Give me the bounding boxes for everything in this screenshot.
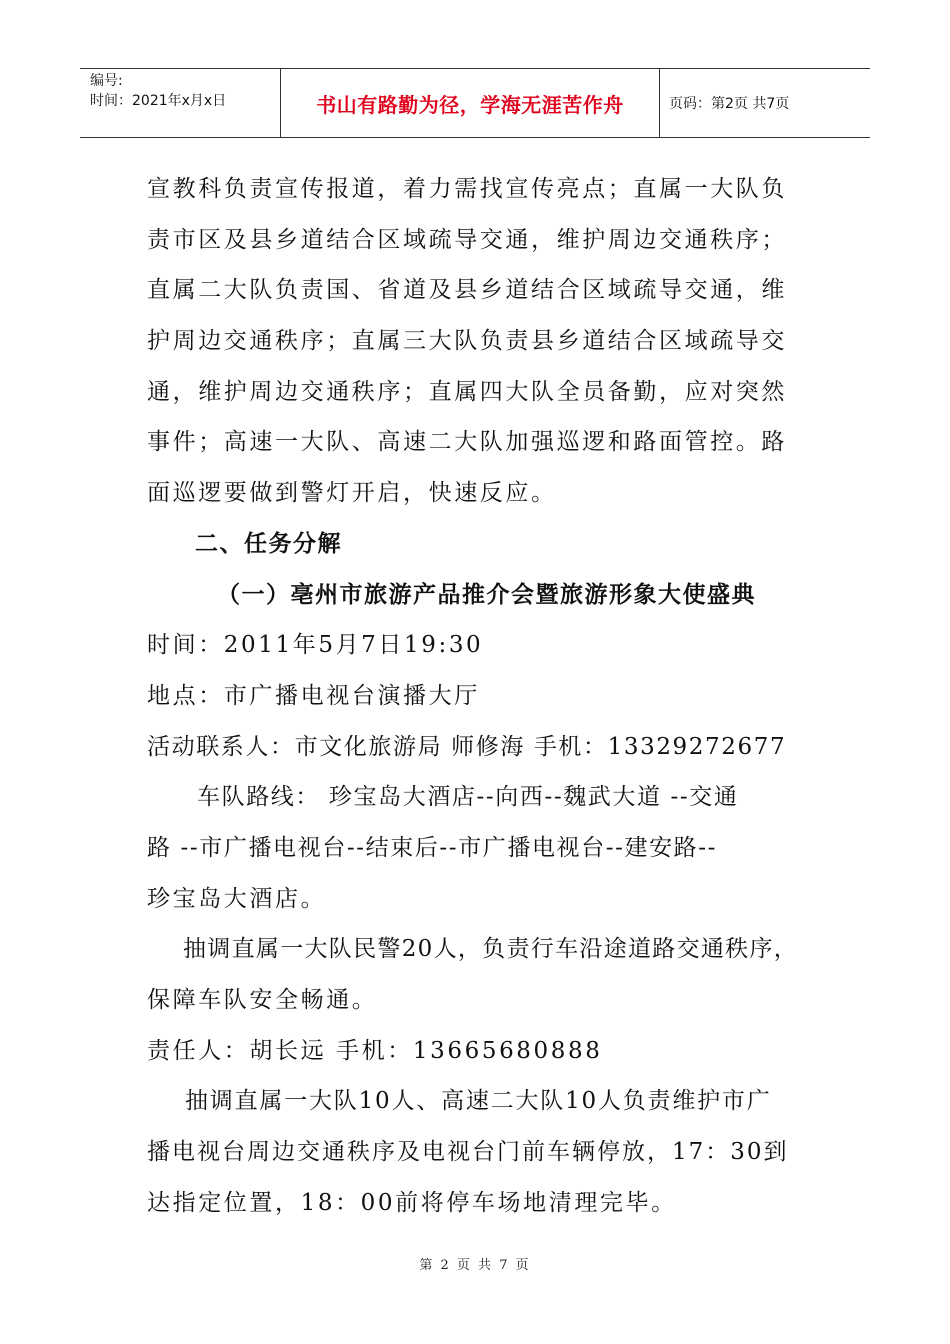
body-line: 事件；高速一大队、高速二大队加强巡逻和路面管控。路 bbox=[147, 429, 787, 456]
body-line: 护周边交通秩序；直属三大队负责县乡道结合区域疏导交 bbox=[147, 328, 787, 355]
body-line: 面巡逻要做到警灯开启，快速反应。 bbox=[147, 480, 557, 507]
code-label: 编号: bbox=[90, 73, 123, 89]
responsible-person: 责任人：胡长远 手机：13665680888 bbox=[147, 1037, 603, 1064]
body-line: 播电视台周边交通秩序及电视台门前车辆停放，17：30到 bbox=[147, 1139, 789, 1166]
header-meta bbox=[80, 69, 280, 139]
page-header bbox=[80, 68, 870, 138]
event-time: 时间：2011年5月7日19:30 bbox=[147, 632, 484, 659]
body-line: 责市区及县乡道结合区域疏导交通，维护周边交通秩序； bbox=[147, 226, 787, 253]
page-footer: 第 2 页 共 7 页 bbox=[419, 1258, 531, 1273]
header-motto-cell bbox=[280, 69, 660, 137]
document-body bbox=[147, 164, 812, 1228]
subsection-heading: （一）亳州市旅游产品推介会暨旅游形象大使盛典 bbox=[217, 581, 756, 608]
body-line: 宣教科负责宣传报道，着力需找宣传亮点；直属一大队负 bbox=[147, 176, 787, 202]
body-line: 达指定位置，18：00前将停车场地清理完毕。 bbox=[147, 1189, 677, 1216]
route-line: 车队路线： 珍宝岛大酒店--向西--魏武大道 --交通 bbox=[197, 784, 739, 811]
route-line: 珍宝岛大酒店。 bbox=[147, 885, 327, 912]
event-location: 地点：市广播电视台演播大厅 bbox=[147, 682, 480, 709]
body-line: 抽调直属一大队10人、高速二大队10人负责维护市广 bbox=[185, 1088, 772, 1115]
event-contact: 活动联系人：市文化旅游局 师修海 手机：13329272677 bbox=[147, 733, 787, 760]
body-line: 通，维护周边交通秩序；直属四大队全员备勤，应对突然 bbox=[147, 378, 787, 405]
header-page-info: 页码：第2页 共7页 bbox=[669, 96, 790, 112]
motto-text: 书山有路勤为径，学海无涯苦作舟 bbox=[316, 92, 624, 117]
body-line: 抽调直属一大队民警20人，负责行车沿途道路交通秩序， bbox=[183, 936, 799, 963]
date-line: 时间：2021年x月x日 bbox=[90, 93, 227, 109]
route-line: 路 --市广播电视台--结束后--市广播电视台--建安路-- bbox=[147, 834, 718, 861]
body-line: 保障车队安全畅通。 bbox=[147, 987, 378, 1013]
body-line: 直属二大队负责国、省道及县乡道结合区域疏导交通，维 bbox=[147, 277, 787, 304]
section-heading: 二、任务分解 bbox=[195, 530, 342, 557]
